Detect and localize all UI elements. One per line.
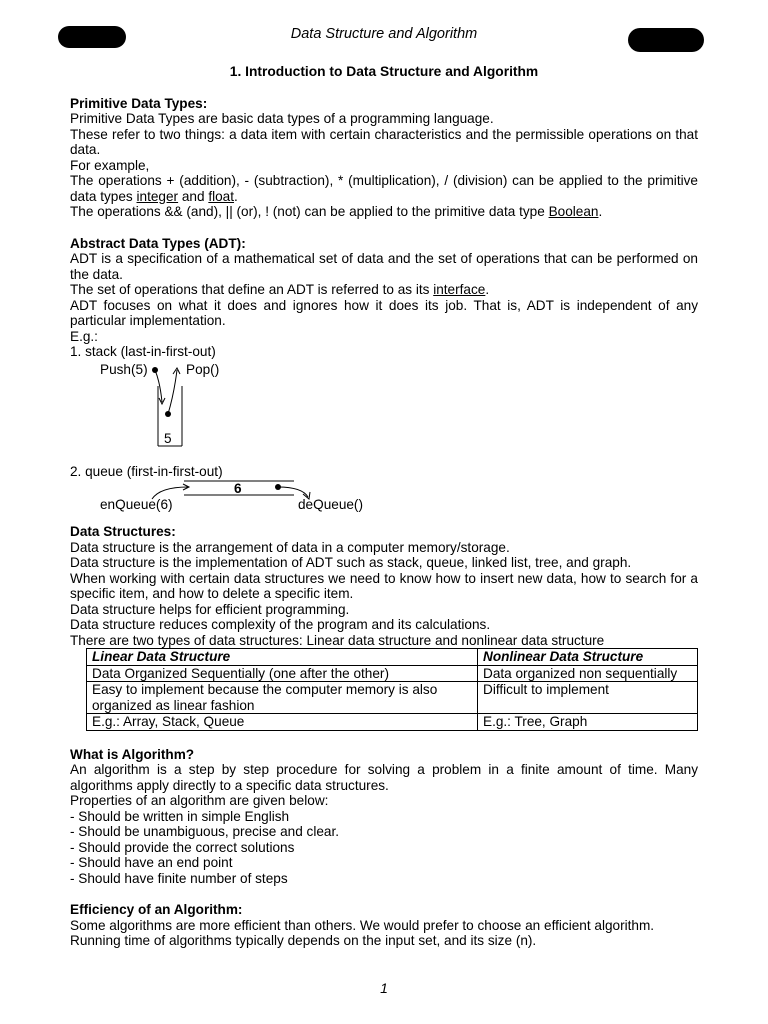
paragraph: Properties of an algorithm are given below: (70, 793, 329, 808)
table-row (87, 714, 698, 731)
pop-arrow (168, 370, 177, 414)
list-item: - Should be written in simple English (70, 808, 290, 824)
table-header-cell: Nonlinear Data Structure (478, 649, 698, 666)
pop-label: Pop() (186, 361, 220, 377)
text-run: The operations + (addition), - (subtraction), * (multiplication), / (division) can be applied to the primitive data types (70, 173, 698, 204)
queue-svg (70, 479, 410, 513)
section-data-structures (70, 524, 698, 731)
table-cell: E.g.: Array, Stack, Queue (87, 714, 478, 731)
table-header-cell: Linear Data Structure (87, 649, 478, 666)
text-run: The operations && (and), || (or), ! (not) can be applied to the primitive data type (70, 204, 549, 219)
paragraph: ADT is a specification of a mathematical set of data and the set of operations that can be performed on the data. (70, 251, 698, 282)
section-heading: Data Structures: (70, 524, 176, 539)
section-primitive-types (70, 96, 698, 220)
paragraph: ADT focuses on what it does and ignores how it does its job. That is, ADT is independent of any particular implementation. (70, 297, 698, 328)
push-label: Push(5) (100, 361, 148, 377)
text-run: . (598, 204, 603, 219)
section-efficiency (70, 902, 698, 949)
ds-comparison-table (86, 648, 698, 731)
paragraph: Data structure helps for efficient programming. (70, 601, 350, 617)
table-cell: Data organized non sequentially (478, 665, 698, 682)
list-item: - Should have finite number of steps (70, 870, 288, 886)
paragraph: Data structure is the arrangement of data in a computer memory/storage. (70, 539, 510, 555)
paragraph: There are two types of data structures: Linear data structure and nonlinear data structure (70, 632, 605, 648)
enqueue-label: enQueue(6) (100, 497, 173, 512)
paragraph: These refer to two things: a data item with certain characteristics and the permissible operations on that data. (70, 126, 698, 157)
paragraph: For example, (70, 157, 150, 173)
section-heading: Abstract Data Types (ADT): (70, 235, 246, 251)
paragraph: An algorithm is a step by step procedure for solving a problem in a finite amount of time. Many algorithms apply directly to a specific data structures. (70, 762, 698, 793)
underlined-term: Boolean (548, 204, 599, 219)
page-number: 1 (380, 980, 388, 996)
queue-value: 6 (234, 481, 242, 496)
paragraph: Data structure reduces complexity of the program and its calculations. (70, 617, 491, 632)
table-row (87, 682, 698, 714)
table-row (87, 665, 698, 682)
text-run: . (234, 188, 238, 204)
queue-diagram (70, 479, 698, 513)
text-run: The set of operations that define an ADT is referred to as its (70, 282, 434, 297)
stack-svg (70, 360, 370, 464)
section-adt (70, 236, 698, 514)
table-cell: Difficult to implement (478, 682, 698, 714)
paragraph: E.g.: (70, 328, 98, 344)
underlined-term: integer (136, 188, 179, 204)
paragraph (70, 173, 698, 204)
text-run: . (485, 282, 490, 297)
paragraph: Running time of algorithms typically depends on the input set, and its size (n). (70, 933, 537, 948)
underlined-term: interface (433, 282, 486, 297)
list-item: - Should have an end point (70, 855, 233, 870)
paragraph: When working with certain data structures we need to know how to insert new data, how to search for a specific item, and how to delete a specific item. (70, 570, 698, 601)
document-title: 1. Introduction to Data Structure and Algorithm (229, 64, 539, 79)
table-header-row (87, 649, 698, 666)
paragraph (70, 282, 698, 298)
queue-label: 2. queue (first-in-first-out) (70, 463, 223, 479)
paragraph: Primitive Data Types are basic data types of a programming language. (70, 111, 494, 126)
table-cell: Data Organized Sequentially (one after the other) (87, 665, 478, 682)
table-cell: Easy to implement because the computer memory is also organized as linear fashion (87, 682, 478, 714)
main-content (70, 64, 698, 949)
dequeue-label: deQueue() (298, 497, 363, 512)
list-item: - Should be unambiguous, precise and clear. (70, 824, 340, 839)
section-heading: What is Algorithm? (70, 746, 195, 762)
paragraph: Some algorithms are more efficient than others. We would prefer to choose an efficient algorithm. (70, 917, 655, 933)
underlined-term: float (208, 188, 235, 204)
stack-diagram (70, 360, 698, 464)
paragraph (70, 204, 698, 220)
stack-value: 5 (164, 430, 172, 446)
section-algorithm (70, 747, 698, 887)
text-run: and (178, 188, 209, 204)
section-heading: Efficiency of an Algorithm: (70, 902, 243, 917)
table-cell: E.g.: Tree, Graph (478, 714, 698, 731)
list-item: - Should provide the correct solutions (70, 839, 295, 855)
section-heading: Primitive Data Types: (70, 95, 208, 111)
stack-label: 1. stack (last-in-first-out) (70, 344, 216, 359)
paragraph: Data structure is the implementation of ADT such as stack, queue, linked list, tree, and graph. (70, 555, 632, 570)
running-header: Data Structure and Algorithm (290, 26, 478, 42)
